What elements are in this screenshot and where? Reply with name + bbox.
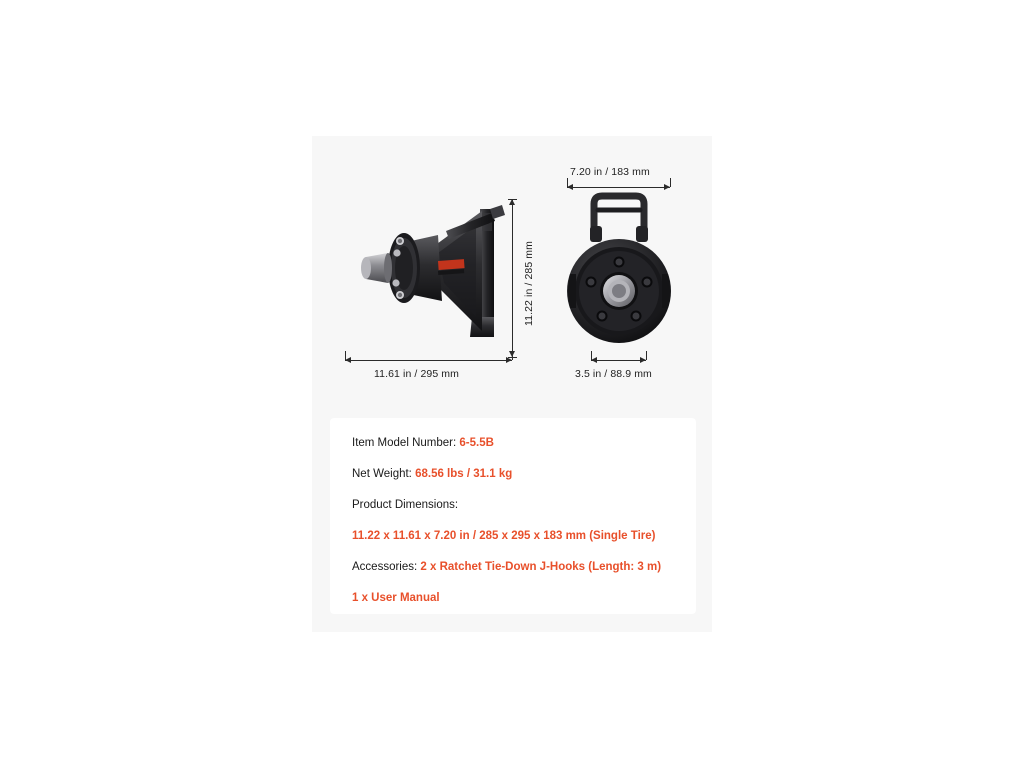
spec-product-dimensions-value: 11.22 x 11.61 x 7.20 in / 285 x 295 x 183 mm (Single Tire): [352, 530, 656, 542]
dim-label-front-width: 7.20 in / 183 mm: [570, 166, 650, 178]
spec-net-weight-value: 68.56 lbs / 31.1 kg: [415, 468, 513, 480]
dim-arrow-front-inner-left: [591, 357, 597, 363]
specification-card: [330, 418, 696, 614]
drawing-area: [312, 136, 712, 408]
spec-model-number-value: 6-5.5B: [459, 437, 494, 449]
dim-label-side-height: 11.22 in / 285 mm: [523, 241, 535, 326]
dim-line-front-width: [567, 187, 670, 188]
dim-label-side-width: 11.61 in / 295 mm: [374, 368, 459, 380]
dim-arrow-side-width-right: [506, 357, 512, 363]
dim-line-side-width: [345, 360, 512, 361]
dim-label-front-inner: 3.5 in / 88.9 mm: [575, 368, 652, 380]
trailer-spare-tire-carrier-front-view: [564, 188, 674, 358]
spec-model-number: [352, 436, 674, 450]
dim-tick-front-width-right: [670, 178, 671, 187]
spec-accessories: [352, 560, 674, 574]
dim-line-side-height: [512, 199, 513, 357]
spec-accessories-label: Accessories:: [352, 561, 421, 573]
dim-arrow-front-width-right: [664, 184, 670, 190]
dim-tick-front-inner-right: [646, 351, 647, 360]
spec-accessories-value: 2 x Ratchet Tie-Down J-Hooks (Length: 3 m): [420, 561, 662, 573]
dim-tick-side-width-right: [512, 351, 513, 360]
trailer-spare-tire-carrier-side-view: [342, 191, 522, 351]
dim-arrow-side-height-up: [509, 199, 515, 205]
spec-panel: [312, 136, 712, 632]
dim-arrow-front-width-left: [567, 184, 573, 190]
spec-net-weight-label: Net Weight:: [352, 468, 416, 480]
dim-arrow-front-inner-right: [640, 357, 646, 363]
dim-line-front-inner: [591, 360, 646, 361]
spec-user-manual: 1 x User Manual: [352, 592, 440, 604]
spec-product-dimensions-label: Product Dimensions:: [352, 499, 459, 511]
dim-arrow-side-width-left: [345, 357, 351, 363]
spec-net-weight: [352, 467, 674, 481]
spec-model-number-label: Item Model Number:: [352, 437, 460, 449]
